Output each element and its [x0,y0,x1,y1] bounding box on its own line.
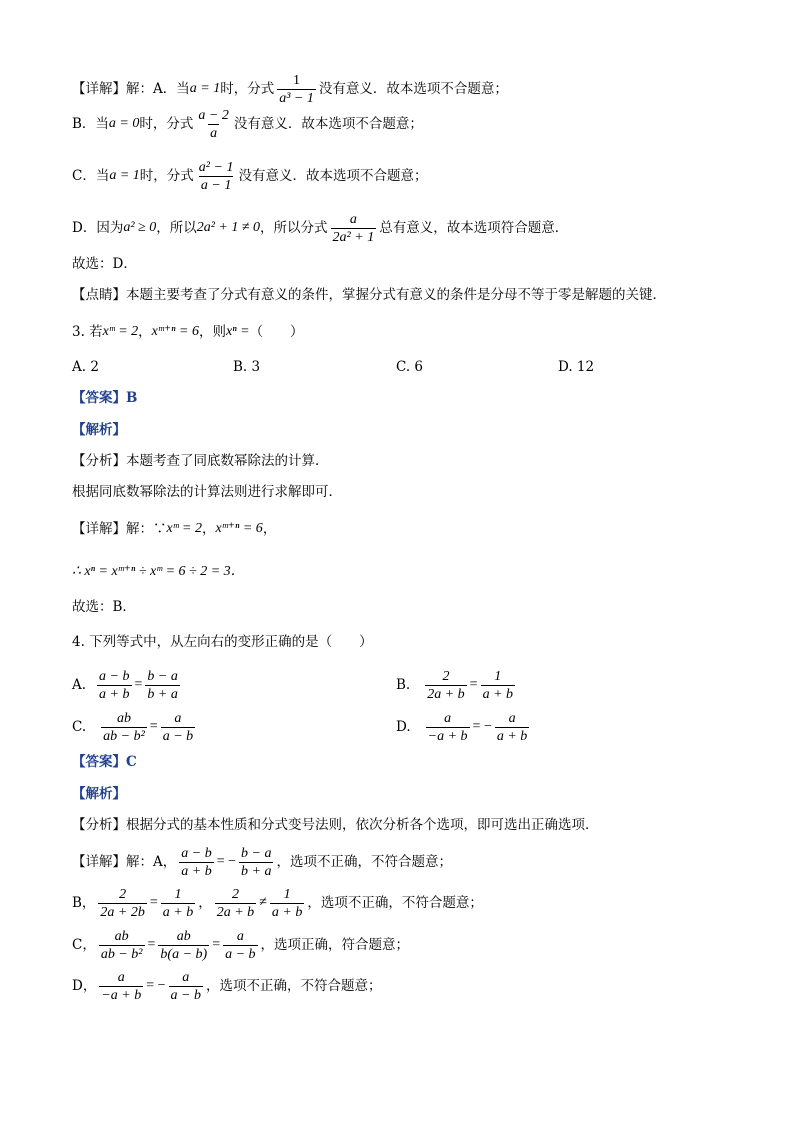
denominator: a [210,125,218,141]
denominator: b + a [241,863,272,879]
fraction [161,710,195,745]
q2-detail-c [72,158,754,194]
fraction [158,928,209,963]
text: 总有意义，故本选项符合题意． [379,220,569,236]
denominator: a + b [271,904,303,920]
text: 时，分式 [139,168,194,184]
numerator: a − b [99,668,130,684]
q4-analysis: 【分析】根据分式的基本性质和分式变号法则，依次分析各个选项，即可选出正确选项． [72,817,599,833]
q4-option-b [396,664,518,706]
numerator: 1 [174,886,182,902]
equation: xᵐ⁺ⁿ = 6 [215,521,263,536]
numerator: 1 [494,668,502,684]
q3-option-c: C. 6 [396,359,424,375]
q4-detail-a [72,843,754,881]
numerator: 2 [119,886,127,902]
q3-analysis-label: 【解析】 [72,422,126,438]
numerator: b − a [241,845,272,861]
option-label: D. [396,719,411,735]
condition: a = 1 [109,168,140,183]
fraction [98,886,146,921]
fraction [331,211,377,246]
detail-label: 【详解】解：A．当 [72,81,190,97]
denominator: 2a + b [216,904,255,920]
fraction [169,969,203,1004]
denominator: 2a + b [427,686,465,702]
numerator: a [182,969,190,985]
q3-therefore: ∴ xⁿ = xᵐ⁺ⁿ ÷ xᵐ = 6 ÷ 2 = 3． [72,564,245,579]
option-label: C. [72,719,87,735]
equation: xᵐ = 2 [102,324,139,339]
operator: = [149,719,158,734]
operator: = − [472,719,492,734]
q3-option-a: A. 2 [72,359,99,375]
fraction [145,668,179,703]
numerator: ab [114,928,129,944]
q3-detail [72,519,754,539]
operator: = [212,937,221,952]
operator: = − [146,978,166,993]
q4-answer: 【答案】C [72,754,137,770]
q3-answer: 【答案】B [72,390,138,406]
fraction [99,969,143,1004]
condition: 2a² + 1 ≠ 0 [196,220,261,235]
text: 时，分式 [139,116,194,132]
numerator: a [174,710,182,726]
q2-choice: 故选：D． [72,256,137,272]
numerator: b − a [147,668,178,684]
operator: = [147,937,156,952]
fraction [481,668,515,703]
q4-detail-b [72,884,754,922]
denominator: ab − b² [100,946,143,962]
q4-detail-c [72,926,754,964]
numerator: a² − 1 [198,159,234,175]
numerator: 1 [293,72,301,88]
denominator: −a + b [101,987,142,1003]
denominator: 2a² + 1 [332,229,375,245]
numerator: a − b [181,845,212,861]
denominator: b(a − b) [160,946,208,962]
fraction [426,710,470,745]
condition: a² ≥ 0 [123,220,157,235]
q2-detail-a [72,72,754,106]
text: 【详解】解：∵ [72,521,167,537]
q3-stem [72,322,754,342]
numerator: a [444,710,452,726]
fraction [277,72,316,107]
fraction [101,710,147,745]
fraction [215,886,256,921]
text: C．当 [72,168,110,184]
denominator: b + a [147,686,178,702]
q4-option-a [72,664,183,706]
q4-option-c [72,706,198,748]
text: D．因为 [72,220,124,236]
numerator: 2 [442,668,450,684]
numerator: ab [176,928,191,944]
denominator: a + b [99,686,130,702]
text: ，则 [198,324,226,340]
fraction [97,668,131,703]
equation: xᵐ⁺ⁿ = 6 [151,324,199,339]
fraction [270,886,304,921]
text: ，所以分式 [260,220,328,236]
denominator: a + b [496,728,528,744]
denominator: a − b [170,987,201,1003]
numerator: 1 [283,886,291,902]
operator: = [134,677,143,692]
text: ， [138,324,152,340]
denominator: −a + b [427,728,468,744]
q2-detail-b [72,106,754,142]
q4-analysis-label: 【解析】 [72,786,126,802]
fraction [197,159,236,194]
text: 没有意义．故本选项不合题意； [318,81,508,97]
fraction [239,845,273,880]
numerator: a [117,969,125,985]
q3-option-b: B. 3 [233,359,261,375]
option-label: B. [396,677,411,693]
operator: = [469,677,478,692]
fraction [196,107,230,142]
text: 时，分式 [220,81,275,97]
text: 没有意义．故本选项不合题意； [238,168,428,184]
denominator: a − 1 [200,177,232,193]
text: ， [202,521,216,537]
operator: = [149,895,158,910]
numerator: 2 [231,886,239,902]
q4-detail-d [72,967,754,1005]
numerator: a [349,211,357,227]
equation: xᵐ = 2 [166,521,202,536]
fraction [99,928,145,963]
text: 3. 若 [72,324,103,340]
q2-comment: 【点睛】本题主要考查了分式有意义的条件，掌握分式有意义的条件是分母不等于零是解题的关键． [72,287,666,303]
text: ， [262,521,277,537]
text: ，选项不正确，不符合题意； [307,895,483,911]
denominator: a − b [225,946,256,962]
numerator: a [236,928,244,944]
denominator: a³ − 1 [279,90,314,106]
denominator: a − b [162,728,194,744]
fraction [425,668,466,703]
text: ， [198,895,212,911]
denominator: 2a + 2b [100,904,145,920]
q2-detail-d [72,210,754,246]
text: 【详解】解：A， [72,854,177,870]
text: 没有意义．故本选项不合题意； [233,116,423,132]
text: ，选项正确，符合题意； [260,937,410,953]
condition: a = 0 [108,116,140,131]
fraction [179,845,213,880]
q3-analysis: 【分析】本题考查了同底数幂除法的计算． [72,453,329,469]
text: B， [72,895,96,911]
numerator: a [508,710,516,726]
q3-method: 根据同底数幂除法的计算法则进行求解即可． [72,484,342,500]
denominator: a + b [162,904,194,920]
fraction [495,710,529,745]
equation: xⁿ = [225,324,250,339]
text: （ ） [249,324,304,340]
fraction [223,928,257,963]
operator: ≠ [259,895,267,910]
text: ，选项不正确，不符合题意； [276,854,452,870]
condition: a = 1 [189,81,221,96]
text: ，选项不正确，不符合题意； [205,978,382,994]
option-label: A. [72,677,87,693]
text: C， [72,937,96,953]
numerator: a − 2 [198,107,229,123]
q3-option-d: D. 12 [558,359,595,375]
fraction [161,886,195,921]
text: D， [72,978,97,994]
operator: = − [216,854,236,869]
denominator: ab − b² [103,728,145,744]
text: B．当 [72,116,109,132]
q3-choice: 故选：B． [72,599,136,615]
numerator: ab [116,710,131,726]
text: ，所以 [156,220,197,236]
q4-stem: 4. 下列等式中，从左向右的变形正确的是（ ） [72,634,373,650]
denominator: a + b [181,863,212,879]
q4-option-d [396,706,532,748]
denominator: a + b [482,686,514,702]
